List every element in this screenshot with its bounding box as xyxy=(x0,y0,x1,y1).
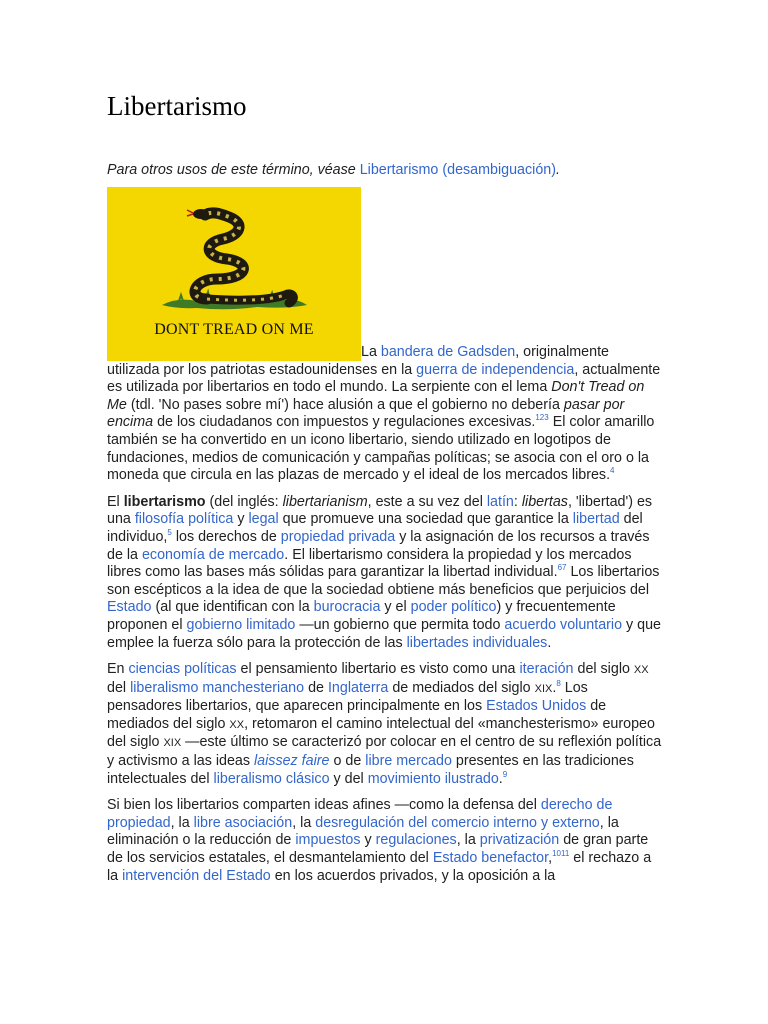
reference-link[interactable]: 5 xyxy=(167,528,172,538)
reference-link[interactable]: 67 xyxy=(557,563,567,573)
link-filosofia-politica[interactable]: filosofía política xyxy=(134,511,234,528)
link-estados-unidos[interactable]: Estados Unidos xyxy=(486,698,587,715)
paragraph-politics: En ciencias políticas el pensamiento libertario es visto como una iteración del siglo XX del liberalismo manchesteriano de Inglaterra de mediados del siglo XIX.$^8$ Los pensadores libertarios, que aparecen principalmente en los Estados Unidos de mediados del siglo XX, retomaron el camino intelectual del «manchesterismo» europeo del siglo XIX —este último se caracterizó por colocar en el centro de su reflexión política y activismo a las ideas laissez faire o de libre mercado presentes en las tradiciones intelectuales del liberalismo clásico y del movimiento ilustrado.$^9$ xyxy=(107,661,662,787)
link-derecho-de-propiedad[interactable]: derecho de propiedad xyxy=(107,797,613,831)
link-economia-de-mercado[interactable]: economía de mercado xyxy=(141,546,285,563)
link-libertad[interactable]: libertad xyxy=(572,511,620,528)
reference-link[interactable]: 8 xyxy=(556,678,561,688)
link-acuerdo-voluntario[interactable]: acuerdo voluntario xyxy=(504,616,623,633)
paragraph-intro: El libertarismo (del inglés: libertarianism, este a su vez del latín: libertas, 'libertad') es una filosofía política y legal que promueve una sociedad que garantice la libertad del individuo,$^5$ los derechos de propiedad privada y la asignación de los recursos a través de la economía de mercado. El libertarismo considera la propiedad y los mercados libres como las bases más sólidas para garantizar la libertad individual.$^{67}$ Los libertarios son escépticos a la idea de que la sociedad obtiene más beneficios que perjuicios del Estado (al que identifican con la burocracia y el poder político) y frecuentemente proponen el gobierno limitado —un gobierno que permita todo acuerdo voluntario y que emplee la fuerza sólo para la protección de las libertades individuales. xyxy=(107,493,662,651)
link-laissez-faire[interactable]: laissez faire xyxy=(254,753,330,770)
link-liberalismo-manchesteriano[interactable]: liberalismo manchesteriano xyxy=(130,679,305,696)
gadsden-flag-image[interactable] xyxy=(107,187,361,361)
link-intervencion-del-estado[interactable]: intervención del Estado xyxy=(122,867,271,884)
link-libre-asociacion[interactable]: libre asociación xyxy=(193,814,293,831)
link-estado[interactable]: Estado xyxy=(107,599,152,616)
article-body xyxy=(107,344,662,894)
disambiguation-link[interactable]: Libertarismo (desambiguación) xyxy=(359,162,556,178)
link-burocracia[interactable]: burocracia xyxy=(313,599,381,616)
flag-caption: La bandera de Gadsden, originalmente utilizada por los patriotas estadounidenses en la guerra de independencia, actualmente es utilizada por libertarios en todo el mundo. La serpiente con el lema Don't Tread on Me (tdl. 'No pases sobre mí') hace alusión a que el gobierno no debería pasar por encima de los ciudadanos con impuestos y regulaciones excesivas.$^{123}$ El color amarillo también se ha convertido en un icono libertario, siendo utilizado en logotipos de fundaciones, medios de comunicación y campañas políticas; se asocia con el oro o la moneda que circula en las plazas de mercado y el ideal de los mercados libres.$^4$ xyxy=(107,344,661,484)
link-bandera-de-gadsden[interactable]: bandera de Gadsden xyxy=(380,344,516,360)
link-legal[interactable]: legal xyxy=(248,511,279,528)
link-desregulacion[interactable]: desregulación del comercio interno y externo xyxy=(315,814,600,831)
link-inglaterra[interactable]: Inglaterra xyxy=(327,679,389,696)
link-ciencias-politicas[interactable]: ciencias políticas xyxy=(128,661,237,678)
page-title: Libertarismo xyxy=(107,91,247,121)
reference-link[interactable]: 1011 xyxy=(552,849,570,859)
link-guerra-de-independencia[interactable]: guerra de independencia xyxy=(416,361,575,378)
paragraph-ideas: Si bien los libertarios comparten ideas afines —como la defensa del derecho de propiedad, la libre asociación, la desregulación del comercio interno y externo, la eliminación o la reducción de impuestos y regulaciones, la privatización de gran parte de los servicios estatales, el desmantelamiento del Estado benefactor,$^{1011}$ el rechazo a la intervención del Estado en los acuerdos privados, y la oposición a la xyxy=(107,797,652,884)
link-libre-mercado[interactable]: libre mercado xyxy=(365,753,452,770)
reference-link[interactable]: 123 xyxy=(535,413,549,423)
reference-link[interactable]: 4 xyxy=(610,466,615,476)
link-propiedad-privada[interactable]: propiedad privada xyxy=(280,528,396,545)
link-latin[interactable]: latín xyxy=(486,493,514,510)
link-libertades-individuales[interactable]: libertades individuales xyxy=(406,634,548,651)
link-regulaciones[interactable]: regulaciones xyxy=(375,832,457,849)
link-estado-benefactor[interactable]: Estado benefactor xyxy=(432,850,549,867)
hatnote-text: Para otros usos de este término, véase xyxy=(107,162,360,178)
link-liberalismo-clasico[interactable]: liberalismo clásico xyxy=(213,770,330,787)
hatnote-suffix: . xyxy=(556,162,560,178)
flag-motto: DONT TREAD ON ME xyxy=(154,321,314,338)
link-impuestos[interactable]: impuestos xyxy=(295,832,361,849)
link-gobierno-limitado[interactable]: gobierno limitado xyxy=(186,616,296,633)
reference-link[interactable]: 9 xyxy=(502,769,508,779)
link-movimiento-ilustrado[interactable]: movimiento ilustrado xyxy=(367,770,499,787)
link-privatizacion[interactable]: privatización xyxy=(479,832,560,849)
link-iteracion[interactable]: iteración xyxy=(519,661,574,678)
hatnote xyxy=(107,160,667,180)
link-poder-politico[interactable]: poder político xyxy=(410,599,497,616)
